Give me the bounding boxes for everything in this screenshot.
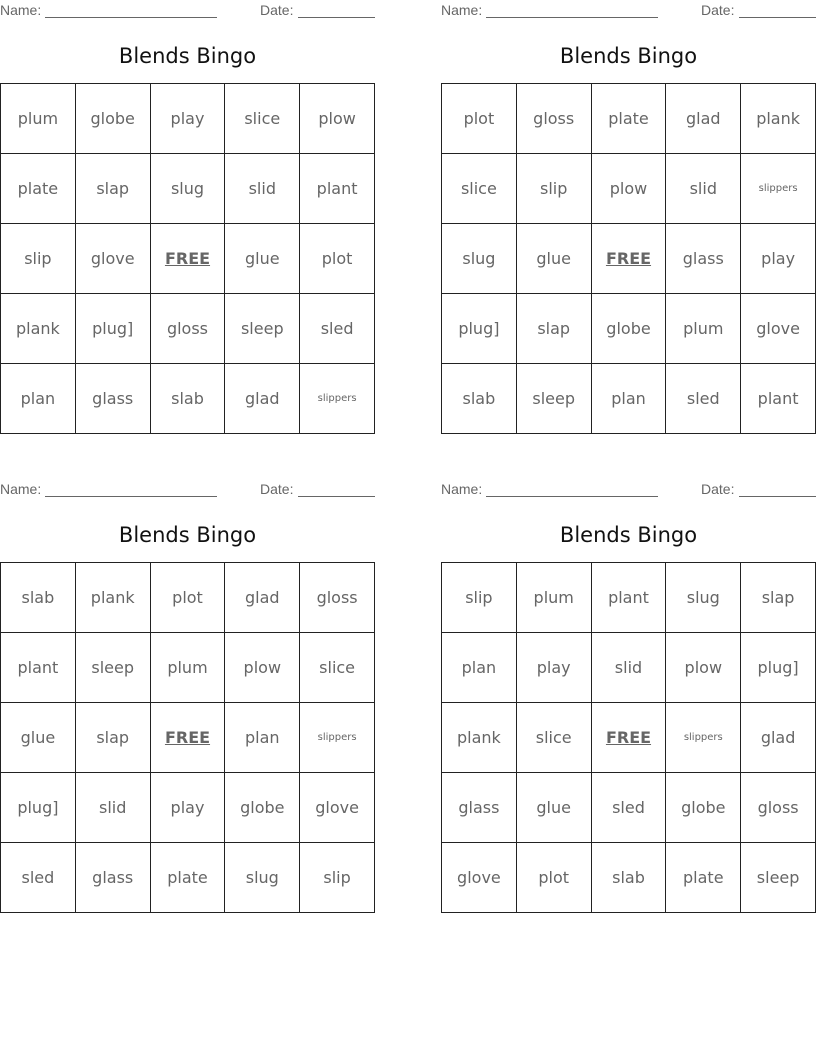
name-date-line [0, 481, 375, 499]
bingo-cell: glass [442, 773, 517, 843]
bingo-cell: glove [76, 224, 151, 294]
date-label: Date: [701, 481, 735, 497]
bingo-cell: slid [592, 633, 667, 703]
date-blank-line [739, 17, 816, 18]
name-blank-line [486, 496, 658, 497]
bingo-cell: plan [1, 364, 76, 434]
bingo-grid [0, 83, 375, 434]
bingo-cell: slice [300, 633, 375, 703]
bingo-cell: glad [225, 563, 300, 633]
bingo-cell: slab [151, 364, 226, 434]
bingo-cell: glass [666, 224, 741, 294]
date-blank-line [298, 496, 375, 497]
card-title: Blends Bingo [118, 523, 257, 547]
bingo-cell: sled [300, 294, 375, 364]
bingo-cell: slippers [300, 364, 375, 434]
bingo-cell: slip [517, 154, 592, 224]
bingo-cell: plow [666, 633, 741, 703]
bingo-cell: plant [300, 154, 375, 224]
bingo-cell: plank [741, 84, 816, 154]
bingo-card [0, 0, 375, 432]
bingo-cell: plum [1, 84, 76, 154]
bingo-cell: plank [1, 294, 76, 364]
date-label: Date: [701, 2, 735, 18]
bingo-cell: globe [225, 773, 300, 843]
bingo-cell: slap [76, 154, 151, 224]
name-blank-line [45, 496, 217, 497]
bingo-cell: plug] [1, 773, 76, 843]
bingo-cell: plug] [442, 294, 517, 364]
bingo-cell: slap [76, 703, 151, 773]
bingo-cell: glass [76, 364, 151, 434]
bingo-cell: sled [592, 773, 667, 843]
bingo-cell: plank [76, 563, 151, 633]
bingo-cell: play [151, 84, 226, 154]
bingo-cell: globe [666, 773, 741, 843]
bingo-cell: glad [741, 703, 816, 773]
bingo-cell: sleep [225, 294, 300, 364]
bingo-cell: slug [666, 563, 741, 633]
name-label: Name: [441, 2, 483, 18]
bingo-cell: glue [517, 773, 592, 843]
bingo-cell: plate [592, 84, 667, 154]
bingo-cell: glove [741, 294, 816, 364]
bingo-cell: slug [442, 224, 517, 294]
bingo-cell: slap [517, 294, 592, 364]
bingo-cell: globe [592, 294, 667, 364]
bingo-cell: plum [517, 563, 592, 633]
bingo-cell: slug [151, 154, 226, 224]
bingo-card [441, 479, 816, 911]
bingo-cell: plot [300, 224, 375, 294]
bingo-cell: sleep [76, 633, 151, 703]
name-label: Name: [0, 481, 42, 497]
bingo-cell: gloss [300, 563, 375, 633]
bingo-cell: slab [442, 364, 517, 434]
bingo-cell: plate [666, 843, 741, 913]
bingo-cell: slice [225, 84, 300, 154]
bingo-cell: plug] [741, 633, 816, 703]
bingo-cell: plan [442, 633, 517, 703]
bingo-cell: slab [1, 563, 76, 633]
bingo-cell: slid [76, 773, 151, 843]
bingo-cell: plug] [76, 294, 151, 364]
name-blank-line [45, 17, 217, 18]
name-label: Name: [441, 481, 483, 497]
bingo-cell: plate [151, 843, 226, 913]
bingo-cell: plum [151, 633, 226, 703]
free-space-cell: FREE [151, 224, 226, 294]
bingo-cell: plank [442, 703, 517, 773]
name-date-line [0, 2, 375, 20]
free-space-cell: FREE [151, 703, 226, 773]
bingo-cell: globe [76, 84, 151, 154]
bingo-cell: slap [741, 563, 816, 633]
bingo-cell: sled [666, 364, 741, 434]
bingo-cell: glue [1, 703, 76, 773]
bingo-cell: plow [300, 84, 375, 154]
bingo-cell: slid [666, 154, 741, 224]
bingo-cell: plum [666, 294, 741, 364]
bingo-cell: plow [592, 154, 667, 224]
bingo-cell: glass [76, 843, 151, 913]
date-blank-line [739, 496, 816, 497]
bingo-cell: slippers [741, 154, 816, 224]
bingo-cell: slab [592, 843, 667, 913]
bingo-cell: plate [1, 154, 76, 224]
bingo-cell: plan [225, 703, 300, 773]
bingo-cell: glue [225, 224, 300, 294]
bingo-cell: plant [592, 563, 667, 633]
bingo-cell: plot [151, 563, 226, 633]
card-title: Blends Bingo [118, 44, 257, 68]
bingo-cell: glove [442, 843, 517, 913]
free-space-cell: FREE [592, 703, 667, 773]
bingo-cell: glove [300, 773, 375, 843]
bingo-cell: glue [517, 224, 592, 294]
date-blank-line [298, 17, 375, 18]
bingo-cell: play [151, 773, 226, 843]
name-date-line [441, 481, 816, 499]
bingo-cell: slip [300, 843, 375, 913]
bingo-cell: plow [225, 633, 300, 703]
bingo-cell: sleep [517, 364, 592, 434]
bingo-cell: plan [592, 364, 667, 434]
bingo-grid [0, 562, 375, 913]
free-space-cell: FREE [592, 224, 667, 294]
bingo-cell: gloss [741, 773, 816, 843]
bingo-cell: plant [741, 364, 816, 434]
bingo-cell: slug [225, 843, 300, 913]
bingo-cell: slid [225, 154, 300, 224]
bingo-cell: slice [442, 154, 517, 224]
bingo-cell: sleep [741, 843, 816, 913]
bingo-card [441, 0, 816, 432]
bingo-cell: slippers [300, 703, 375, 773]
bingo-cell: slippers [666, 703, 741, 773]
bingo-cell: glad [666, 84, 741, 154]
bingo-cell: slice [517, 703, 592, 773]
bingo-grid [441, 83, 816, 434]
bingo-cell: plot [442, 84, 517, 154]
bingo-cell: glad [225, 364, 300, 434]
card-title: Blends Bingo [559, 44, 698, 68]
bingo-card [0, 479, 375, 911]
date-label: Date: [260, 2, 294, 18]
bingo-cell: plant [1, 633, 76, 703]
bingo-cell: slip [442, 563, 517, 633]
name-blank-line [486, 17, 658, 18]
bingo-cell: play [517, 633, 592, 703]
bingo-cell: plot [517, 843, 592, 913]
bingo-cell: gloss [151, 294, 226, 364]
card-title: Blends Bingo [559, 523, 698, 547]
date-label: Date: [260, 481, 294, 497]
bingo-cell: play [741, 224, 816, 294]
bingo-cell: sled [1, 843, 76, 913]
name-date-line [441, 2, 816, 20]
name-label: Name: [0, 2, 42, 18]
bingo-grid [441, 562, 816, 913]
bingo-cell: gloss [517, 84, 592, 154]
bingo-cell: slip [1, 224, 76, 294]
